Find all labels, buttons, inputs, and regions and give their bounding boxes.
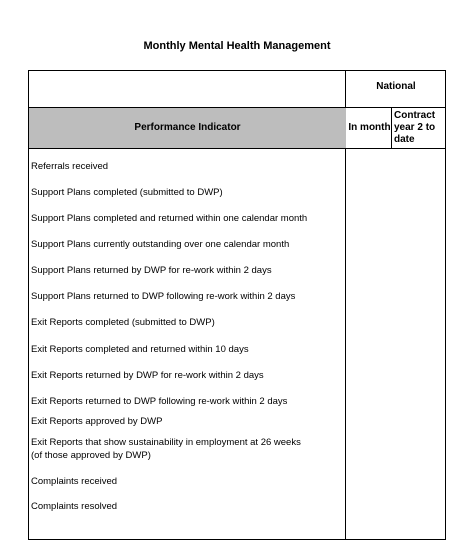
contract-year-header: Contract year 2 to date	[394, 110, 436, 145]
row-label: Referrals received	[31, 161, 109, 172]
row-label: Exit Reports approved by DWP	[31, 416, 163, 427]
row-divider-national	[345, 107, 446, 108]
row-label: Complaints resolved	[31, 501, 118, 512]
row-label: Exit Reports returned to DWP following re-work within 2 days	[31, 396, 288, 407]
row-label: Exit Reports completed (submitted to DWP)	[31, 317, 215, 328]
row-label: Exit Reports returned by DWP for re-work within 2 days	[31, 370, 264, 381]
row-divider-header-bottom	[29, 148, 446, 149]
performance-indicator-label: Performance Indicator	[134, 122, 241, 133]
row-label: Complaints received	[31, 476, 118, 487]
row-label: Support Plans completed (submitted to DWP)	[31, 187, 223, 198]
row-label: Support Plans returned to DWP following re-work within 2 days	[31, 291, 296, 302]
national-header: National	[376, 81, 416, 92]
row-label: Support Plans returned by DWP for re-work within 2 days	[31, 265, 272, 276]
in-month-header: In month	[348, 122, 391, 133]
document-title: Monthly Mental Health Management	[143, 40, 331, 52]
row-label: Support Plans completed and returned within one calendar month	[31, 213, 308, 224]
row-label: Support Plans currently outstanding over one calendar month	[31, 239, 290, 250]
row-label: Exit Reports that show sustainability in employment at 26 weeks	[31, 437, 301, 448]
row-label: (of those approved by DWP)	[31, 450, 151, 461]
performance-table	[28, 70, 446, 540]
performance-indicator-header	[29, 108, 346, 148]
row-label: Exit Reports completed and returned within 10 days	[31, 344, 249, 355]
